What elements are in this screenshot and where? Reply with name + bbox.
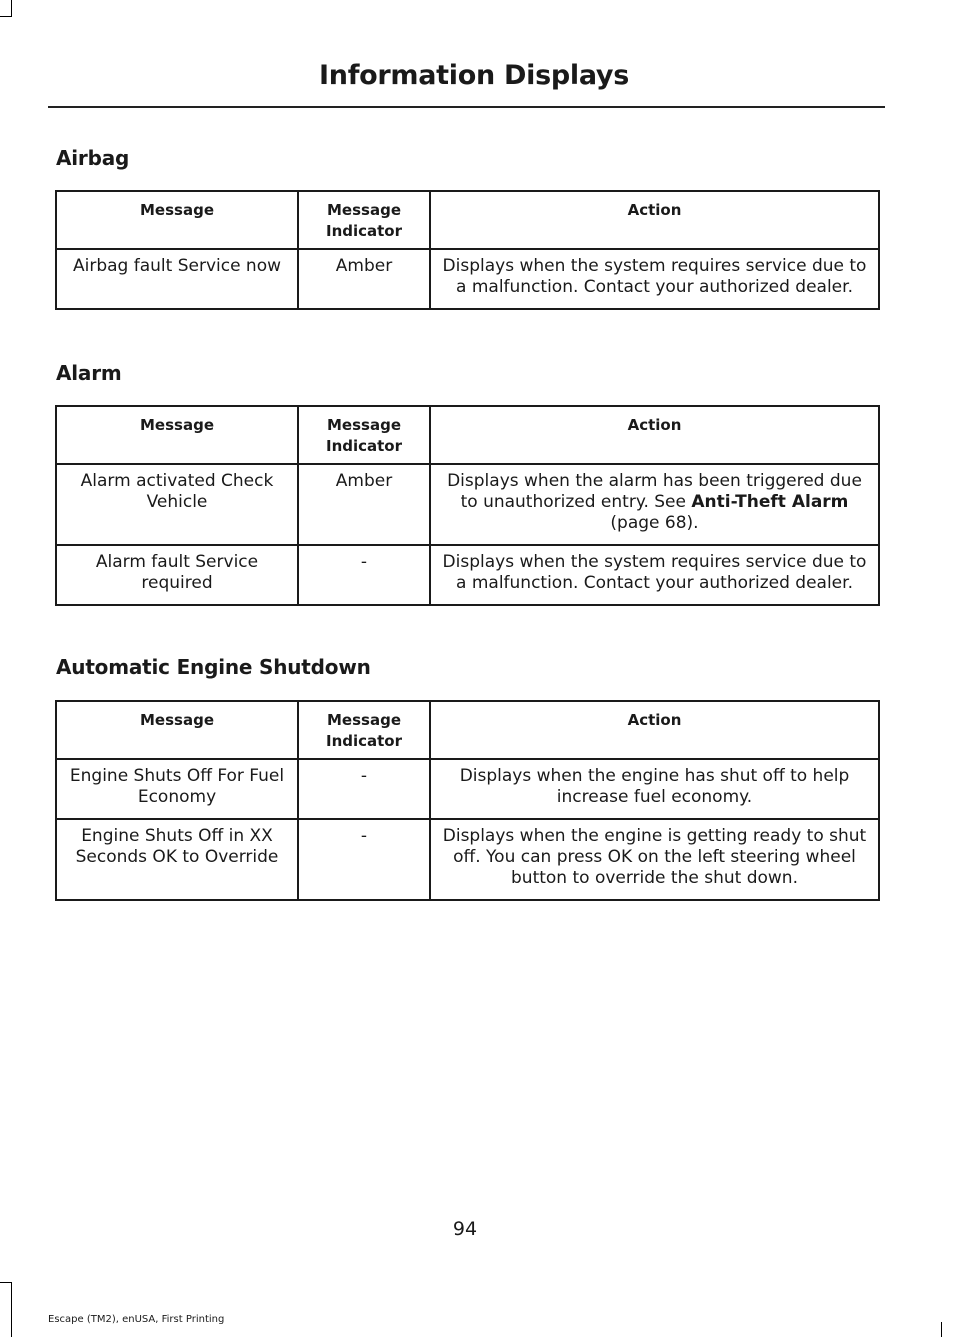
cross-reference-link[interactable]: Anti-Theft Alarm	[691, 492, 849, 512]
column-header-action: Action	[430, 701, 879, 759]
column-header-message: Message	[56, 701, 298, 759]
column-header-indicator: Message Indicator	[298, 701, 430, 759]
cell-action: Displays when the system requires service due to a malfunction. Contact your authorized dealer.	[430, 249, 879, 309]
page-reference: (page 68).	[610, 513, 699, 533]
column-header-action: Action	[430, 191, 879, 249]
cell-message: Engine Shuts Off in XX Seconds OK to Override	[56, 819, 298, 900]
footer-edition: Escape (TM2), enUSA, First Printing	[48, 1314, 225, 1325]
cell-message: Alarm fault Service required	[56, 545, 298, 605]
table-header-row	[56, 191, 879, 249]
cell-action	[430, 464, 879, 545]
cell-indicator: Amber	[298, 464, 430, 545]
table-airbag	[55, 190, 880, 310]
table-row	[56, 464, 879, 545]
table-row	[56, 545, 879, 605]
crop-mark-bottom-left-h	[0, 1282, 12, 1283]
table-alarm	[55, 405, 880, 606]
cell-indicator: -	[298, 545, 430, 605]
section-title-automatic-engine-shutdown: Automatic Engine Shutdown	[56, 655, 371, 679]
section-title-airbag: Airbag	[56, 146, 130, 170]
cell-indicator: -	[298, 819, 430, 900]
crop-mark-top-left-h	[0, 16, 12, 17]
cell-indicator: -	[298, 759, 430, 819]
page-number: 94	[452, 1218, 478, 1240]
header-rule	[48, 106, 885, 108]
column-header-indicator: Message Indicator	[298, 406, 430, 464]
cell-indicator: Amber	[298, 249, 430, 309]
table-row	[56, 759, 879, 819]
cell-message: Alarm activated Check Vehicle	[56, 464, 298, 545]
table-header-row	[56, 701, 879, 759]
table-automatic-engine-shutdown	[55, 700, 880, 901]
cell-message: Engine Shuts Off For Fuel Economy	[56, 759, 298, 819]
crop-mark-bottom-right	[941, 1322, 942, 1337]
column-header-indicator: Message Indicator	[298, 191, 430, 249]
table-row	[56, 819, 879, 900]
column-header-message: Message	[56, 406, 298, 464]
page-title: Information Displays	[319, 60, 629, 91]
cell-action: Displays when the engine is getting ready to shut off. You can press OK on the left steering wheel button to override the shut down.	[430, 819, 879, 900]
cell-action: Displays when the engine has shut off to help increase fuel economy.	[430, 759, 879, 819]
cell-action: Displays when the system requires service due to a malfunction. Contact your authorized dealer.	[430, 545, 879, 605]
crop-mark-bottom-left	[11, 1282, 12, 1337]
cell-message: Airbag fault Service now	[56, 249, 298, 309]
table-header-row	[56, 406, 879, 464]
action-text: Displays when the alarm has been triggered due to unauthorized entry. See	[447, 471, 862, 512]
crop-mark-top-left	[11, 0, 12, 16]
section-title-alarm: Alarm	[56, 361, 122, 385]
table-row	[56, 249, 879, 309]
column-header-action: Action	[430, 406, 879, 464]
column-header-message: Message	[56, 191, 298, 249]
